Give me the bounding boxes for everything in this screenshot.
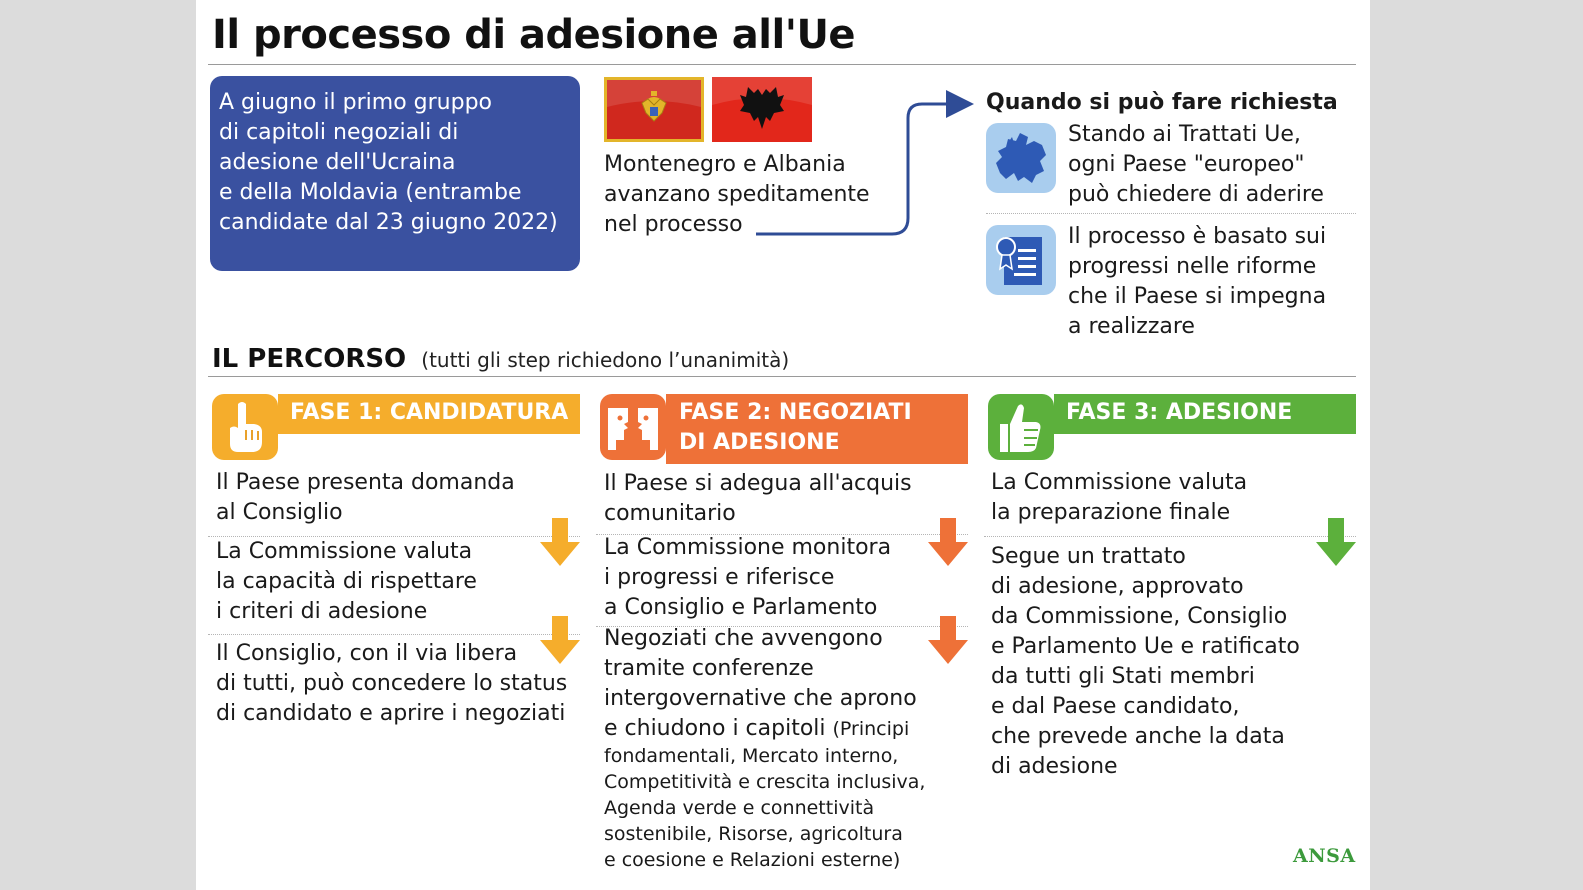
step-line: che prevede anche la data <box>991 724 1285 749</box>
phase-1-step-2 <box>216 537 477 627</box>
down-arrow-icon <box>1316 518 1356 566</box>
step-line: la preparazione finale <box>991 500 1231 525</box>
phase-label-line: FASE 3: ADESIONE <box>1066 400 1293 425</box>
down-arrow-icon <box>928 616 968 664</box>
two-faces-talking-icon <box>600 394 666 460</box>
phase-3-label <box>1066 398 1292 428</box>
connector-arrow <box>752 86 978 240</box>
step-line: al Consiglio <box>216 500 343 525</box>
request-title: Quando si può fare richiesta <box>986 90 1338 115</box>
phase-3-step-2 <box>991 542 1300 782</box>
percorso-heading <box>212 344 789 374</box>
ansa-logo: ANSA <box>1293 845 1356 867</box>
pointing-hand-icon <box>212 394 278 460</box>
percorso-note: (tutti gli step richiedono l’unanimità) <box>421 348 790 372</box>
candidates-line: nel processo <box>604 212 743 237</box>
intro-box <box>210 76 580 271</box>
request-line: Stando ai Trattati Ue, <box>1068 122 1301 147</box>
step-line: tramite conferenze <box>604 656 814 681</box>
thumbs-up-icon <box>988 394 1054 460</box>
request-line: ogni Paese "europeo" <box>1068 152 1305 177</box>
chapters-line: sostenibile, Risorse, agricoltura <box>604 823 903 845</box>
request-item-2 <box>1068 222 1358 342</box>
dotted-divider <box>208 634 580 635</box>
chapters-line: e coesione e Relazioni esterne) <box>604 849 901 871</box>
step-line: di adesione <box>991 754 1118 779</box>
step-line <box>604 714 917 744</box>
request-line: a realizzare <box>1068 314 1195 339</box>
page-title: Il processo di adesione all'Ue <box>212 12 856 58</box>
phase-1-step-3 <box>216 639 567 729</box>
step-line: La Commissione valuta <box>216 539 473 564</box>
montenegro-flag-icon <box>604 77 704 142</box>
phase-label-line: FASE 1: CANDIDATURA <box>290 400 569 425</box>
title-divider <box>208 64 1356 65</box>
step-line: da tutti gli Stati membri <box>991 664 1255 689</box>
request-line: progressi nelle riforme <box>1068 254 1317 279</box>
request-item-1 <box>1068 120 1358 210</box>
percorso-title: IL PERCORSO <box>212 344 407 374</box>
step-line: Negoziati che avvengono <box>604 626 883 651</box>
chapters-line: fondamentali, Mercato interno, <box>604 745 899 767</box>
phase-1-step-1 <box>216 468 515 528</box>
step-line: La Commissione valuta <box>991 470 1248 495</box>
phase-3-step-1 <box>991 468 1247 528</box>
step-line: e dal Paese candidato, <box>991 694 1240 719</box>
infographic-card <box>196 0 1370 890</box>
step-line: e Parlamento Ue e ratificato <box>991 634 1300 659</box>
document-certificate-icon <box>986 225 1056 295</box>
step-line: di candidato e aprire i negoziati <box>216 701 566 726</box>
step-line: comunitario <box>604 501 736 526</box>
intro-line: candidate dal 23 giugno 2022) <box>219 210 558 235</box>
phase-2-label <box>679 398 912 458</box>
phase-2-chapters <box>604 743 925 873</box>
phase-label-line: DI ADESIONE <box>679 430 840 455</box>
step-line: Il Paese presenta domanda <box>216 470 515 495</box>
intro-line: adesione dell'Ucraina <box>219 150 456 175</box>
step-line: a Consiglio e Parlamento <box>604 595 878 620</box>
step-line: intergovernative che aprono <box>604 686 917 711</box>
step-line: da Commissione, Consiglio <box>991 604 1288 629</box>
chapters-line: Agenda verde e connettività <box>604 797 875 819</box>
phase-2-step-3 <box>604 624 917 744</box>
step-line: Il Consiglio, con il via libera <box>216 641 518 666</box>
phase-2-step-2 <box>604 533 891 623</box>
down-arrow-icon <box>540 518 580 566</box>
phase-2-step-1 <box>604 469 912 529</box>
chapters-line: Competitività e crescita inclusiva, <box>604 771 926 793</box>
percorso-divider <box>208 376 1356 377</box>
dotted-divider <box>984 536 1356 537</box>
intro-line: di capitoli negoziali di <box>219 120 459 145</box>
request-line: può chiedere di aderire <box>1068 182 1324 207</box>
request-line: che il Paese si impegna <box>1068 284 1327 309</box>
step-line: di tutti, può concedere lo status <box>216 671 568 696</box>
intro-line: e della Moldavia (entrambe <box>219 180 522 205</box>
step-line: i progressi e riferisce <box>604 565 835 590</box>
europe-map-icon <box>986 123 1056 193</box>
step-line: La Commissione monitora <box>604 535 892 560</box>
step-line: Segue un trattato <box>991 544 1186 569</box>
phase-label-line: FASE 2: NEGOZIATI <box>679 400 912 425</box>
step-line-part: e chiudono i capitoli <box>604 716 826 741</box>
request-line: Il processo è basato sui <box>1068 224 1327 249</box>
intro-line: A giugno il primo gruppo <box>219 90 492 115</box>
down-arrow-icon <box>928 518 968 566</box>
step-line: i criteri di adesione <box>216 599 428 624</box>
candidates-line: avanzano speditamente <box>604 182 870 207</box>
step-line: Il Paese si adegua all'acquis <box>604 471 912 496</box>
phase-1-label <box>290 398 568 428</box>
step-line: la capacità di rispettare <box>216 569 477 594</box>
dotted-divider <box>986 213 1356 214</box>
chapters-text: (Principi <box>832 718 910 740</box>
candidates-line: Montenegro e Albania <box>604 152 846 177</box>
step-line: di adesione, approvato <box>991 574 1244 599</box>
